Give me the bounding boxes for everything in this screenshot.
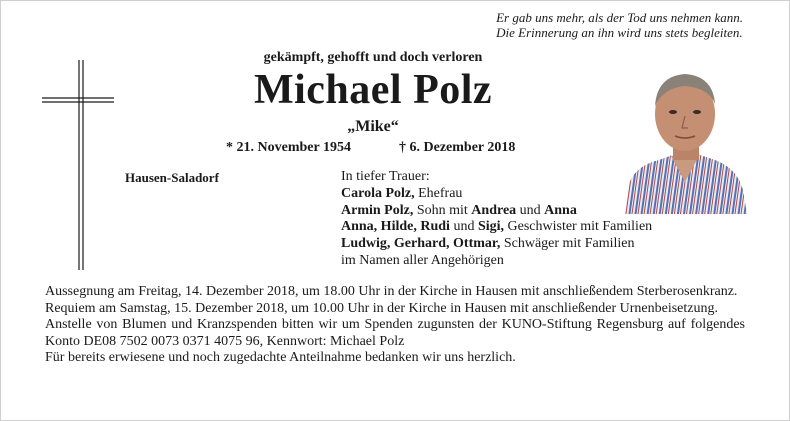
motto-quote <box>496 10 743 40</box>
note-paragraph: Requiem am Samstag, 15. Dezember 2018, um 10.00 Uhr in der Kirche in Hausen mit anschließender Urnenbeisetzung. <box>45 300 718 316</box>
death-date: † 6. Dezember 2018 <box>399 140 516 155</box>
location: Hausen-Saladorf <box>125 170 219 185</box>
mourner-line: Ludwig, Gerhard, Ottmar, Schwäger mit Familien <box>341 236 635 252</box>
birth-date: * 21. November 1954 <box>226 140 351 155</box>
mourner-line: Carola Polz, Ehefrau <box>341 185 463 201</box>
mourners-block <box>341 169 652 270</box>
cross-icon <box>42 60 114 270</box>
motto-line-1: Er gab uns mehr, als der Tod uns nehmen kann. <box>496 10 743 25</box>
service-notes <box>45 284 745 367</box>
mourner-line: im Namen aller Angehörigen <box>341 252 504 268</box>
deceased-name: Michael Polz <box>253 67 493 113</box>
nickname: „Mike“ <box>347 118 399 135</box>
mourner-line: Armin Polz, Sohn mit Andrea und Anna <box>341 202 577 218</box>
mourner-line: Anna, Hilde, Rudi und Sigi, Geschwister mit Familien <box>341 219 653 235</box>
motto-line-2: Die Erinnerung an ihn wird uns stets begleiten. <box>496 25 743 40</box>
portrait-photo <box>625 66 747 214</box>
note-paragraph: Für bereits erwiesene und noch zugedachte Anteilnahme bedanken wir uns herzlich. <box>45 350 516 366</box>
note-paragraph: Aussegnung am Freitag, 14. Dezember 2018, um 18.00 Uhr in der Kirche in Hausen mit anschließendem Sterberosenkranz. <box>45 284 738 299</box>
subtitle: gekämpft, gehofft und doch verloren <box>263 50 483 65</box>
mourners-intro: In tiefer Trauer: <box>341 169 430 184</box>
note-paragraph: Anstelle von Blumen und Kranzspenden bitten wir um Spenden zugunsten der KUNO-Stiftung Regensburg auf folgendes Konto DE08 7502 0073 0371 4075 96, Kennwort: Michael Polz <box>45 317 745 349</box>
